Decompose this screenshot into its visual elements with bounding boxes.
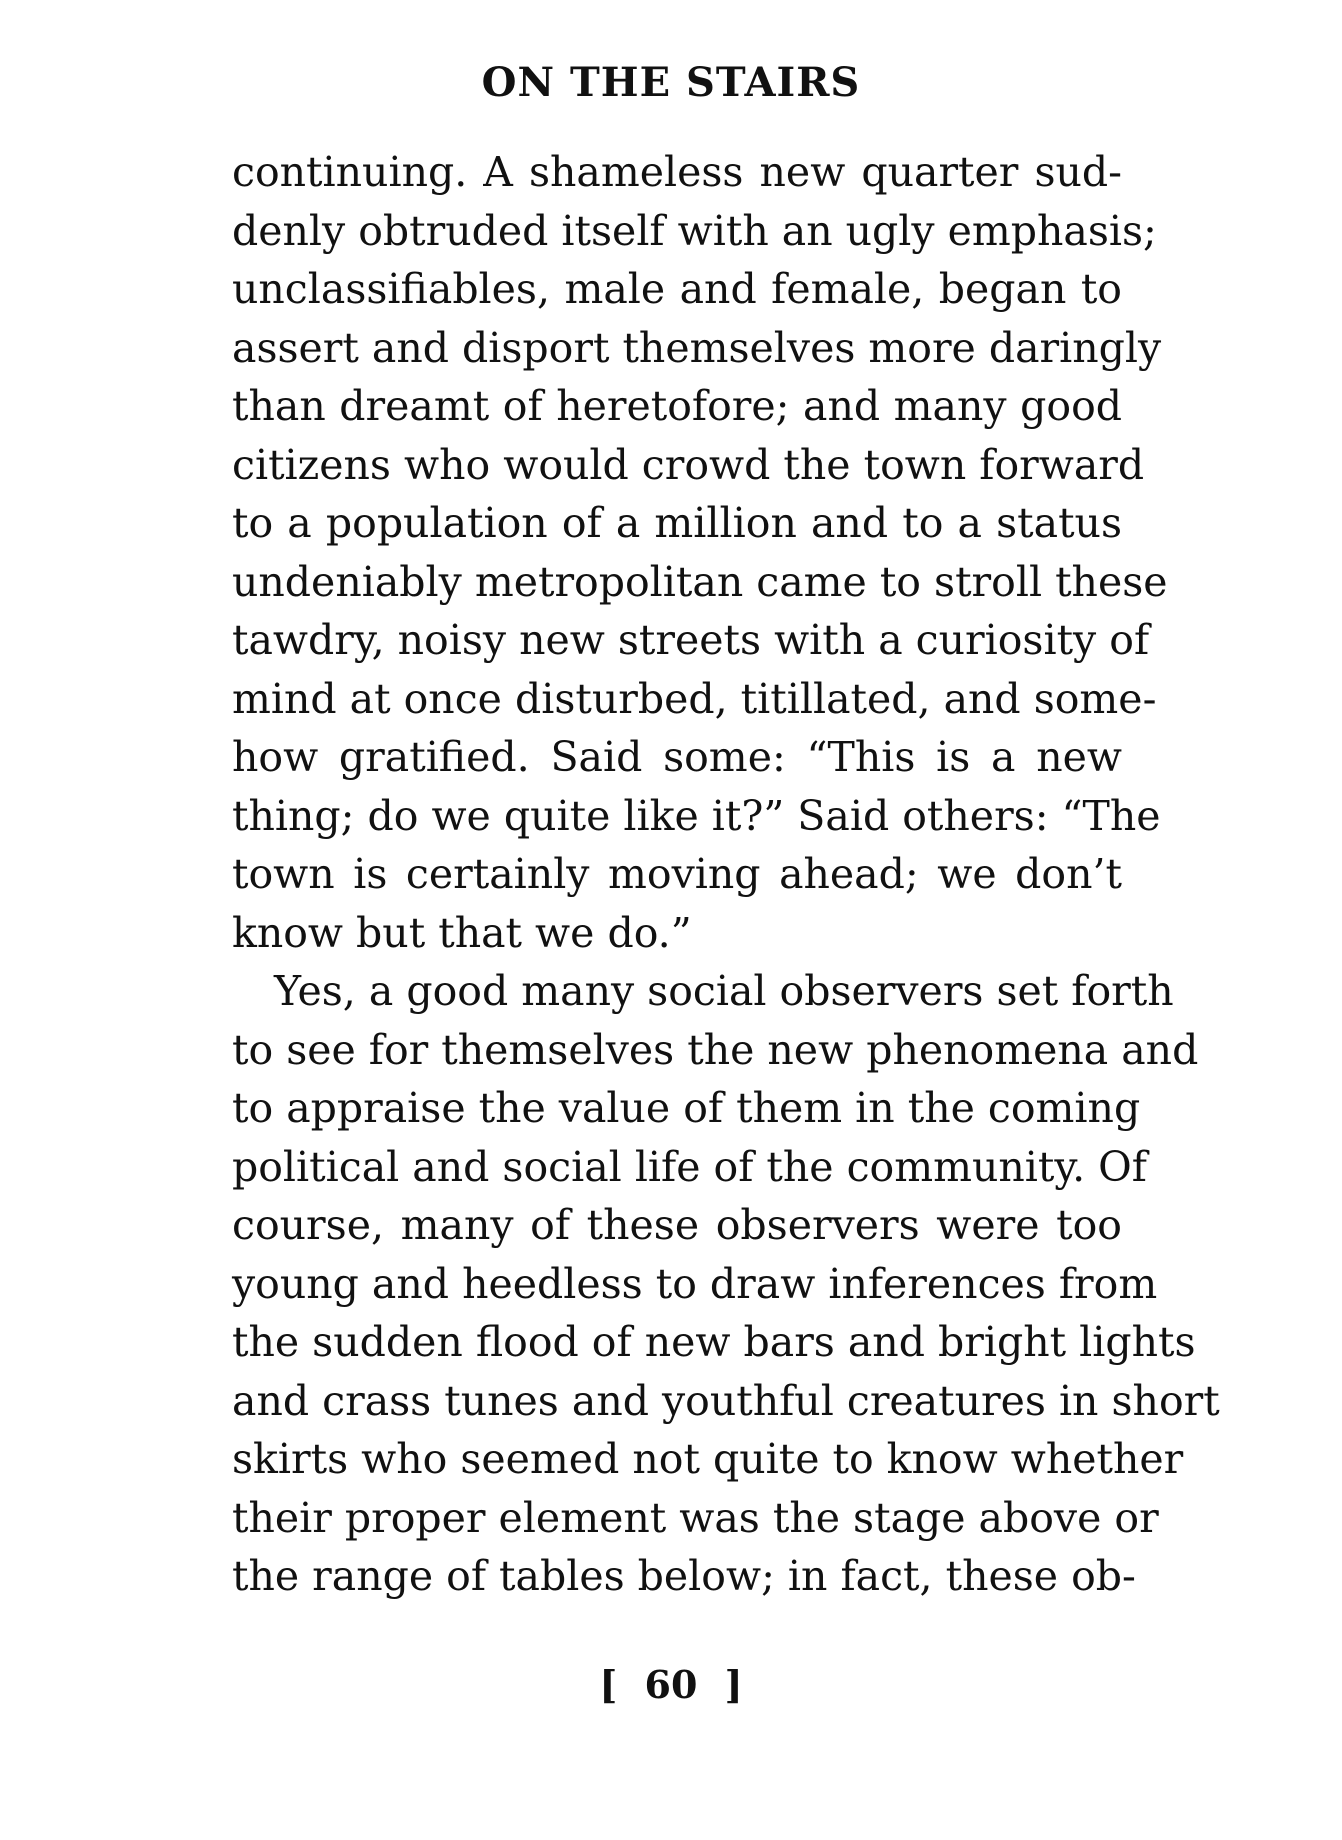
text-line: the sudden flood of new bars and bright lights <box>232 1318 1196 1366</box>
text-line: young and heedless to draw inferences from <box>232 1259 1158 1308</box>
text-line: mind at once disturbed, titillated, and some- <box>232 674 1157 723</box>
text-line: continuing. A shameless new quarter sud- <box>232 148 1122 196</box>
text-line: thing; do we quite like it?” Said others: “The <box>232 791 1161 840</box>
text-line: know but that we do.” <box>232 908 692 957</box>
text-line: assert and disport themselves more daringly <box>232 323 1162 372</box>
text-line: course, many of these observers were too <box>232 1201 1122 1249</box>
text-line: the range of tables below; in fact, these ob- <box>232 1552 1136 1600</box>
text-line: to a population of a million and to a status <box>232 499 1122 547</box>
running-head: ON THE STAIRS <box>481 59 861 106</box>
text-line: undeniably metropolitan came to stroll these <box>232 557 1168 606</box>
text-line: citizens who would crowd the town forward <box>232 440 1145 489</box>
paragraph-1 <box>232 143 1168 962</box>
body-text <box>232 143 1220 1606</box>
text-line: than dreamt of heretofore; and many good <box>232 382 1122 430</box>
text-line: how gratified. Said some: “This is a new <box>232 733 1122 781</box>
text-line: and crass tunes and youthful creatures in short <box>232 1376 1220 1425</box>
text-line: skirts who seemed not quite to know whether <box>232 1435 1184 1483</box>
text-line: unclassifiables, male and female, began to <box>232 265 1122 313</box>
text-line: to see for themselves the new phenomena and <box>232 1025 1199 1074</box>
text-line: Yes, a good many social observers set forth <box>274 967 1174 1015</box>
text-line: town is certainly moving ahead; we don’t <box>232 850 1122 898</box>
text-line: political and social life of the community. Of <box>232 1142 1147 1191</box>
text-line: to appraise the value of them in the coming <box>232 1084 1141 1132</box>
paragraph-2 <box>232 962 1220 1606</box>
text-line: tawdry, noisy new streets with a curiosity of <box>232 616 1150 664</box>
page-number: [ 60 ] <box>599 1662 743 1707</box>
text-line: their proper element was the stage above or <box>232 1493 1159 1542</box>
text-line: denly obtruded itself with an ugly emphasis; <box>232 206 1157 255</box>
